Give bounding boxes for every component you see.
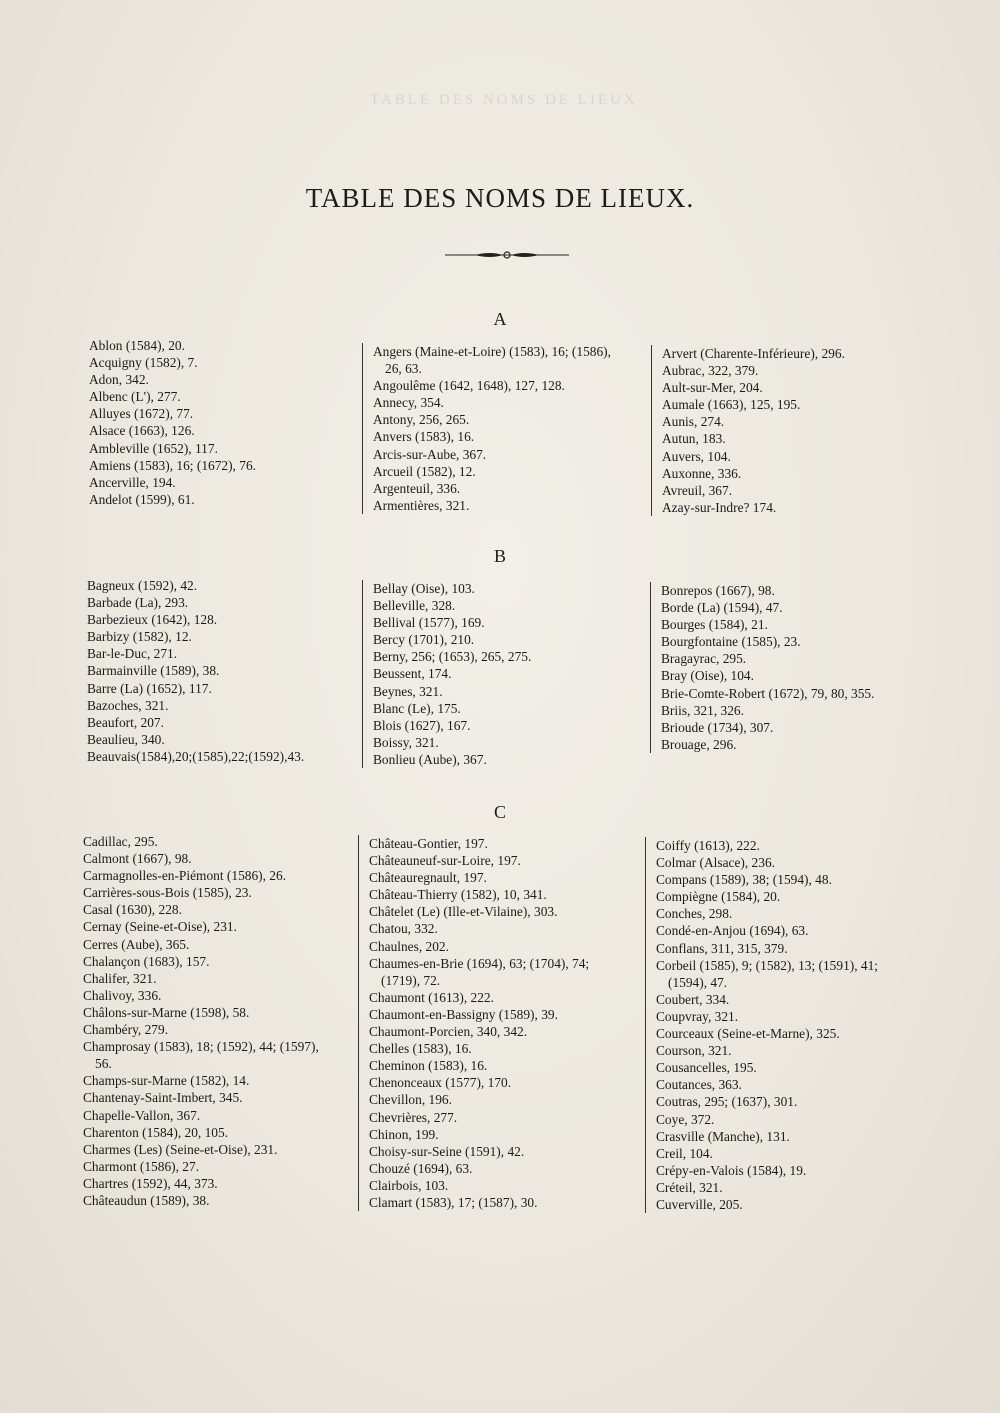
- bleed-through-header: TABLE DES NOMS DE LIEUX: [370, 92, 638, 108]
- index-entry: Bourgfontaine (1585), 23.: [661, 634, 801, 650]
- index-entry: Bazoches, 321.: [87, 697, 169, 713]
- index-entry: Coutances, 363.: [656, 1077, 742, 1093]
- index-entry: Annecy, 354.: [373, 395, 444, 411]
- index-entry: Cuverville, 205.: [656, 1196, 743, 1212]
- index-entry: Chatou, 332.: [369, 921, 438, 937]
- section-b-column-1: [87, 577, 304, 765]
- index-entry: Chambéry, 279.: [83, 1022, 169, 1038]
- index-entry: Conches, 298.: [656, 906, 733, 922]
- index-entry: Avreuil, 367.: [662, 482, 733, 498]
- index-entry: Château-Thierry (1582), 10, 341.: [369, 887, 547, 903]
- index-entry: Clamart (1583), 17; (1587), 30.: [369, 1194, 538, 1210]
- index-entry: Clairbois, 103.: [369, 1177, 449, 1193]
- index-entry: Conflans, 311, 315, 379.: [656, 940, 788, 956]
- index-entry: Chalançon (1683), 157.: [83, 953, 210, 969]
- index-entry: Coye, 372.: [656, 1111, 715, 1127]
- index-entry: (1594), 47.: [668, 974, 728, 990]
- index-entry: Angoulême (1642, 1648), 127, 128.: [373, 378, 565, 394]
- index-entry: Amiens (1583), 16; (1672), 76.: [89, 457, 256, 473]
- index-entry: Châteaudun (1589), 38.: [83, 1192, 210, 1208]
- index-entry: Charenton (1584), 20, 105.: [83, 1124, 229, 1140]
- index-entry: Bonlieu (Aube), 367.: [373, 751, 487, 767]
- index-entry: Beaufort, 207.: [87, 714, 164, 730]
- index-entry: Condé-en-Anjou (1694), 63.: [656, 923, 809, 939]
- index-entry: Chaumont (1613), 222.: [369, 989, 494, 1005]
- index-entry: Chaumont-Porcien, 340, 342.: [369, 1024, 528, 1040]
- index-entry: Bellival (1577), 169.: [373, 615, 485, 631]
- index-entry: Chevrières, 277.: [369, 1109, 458, 1125]
- index-entry: Choisy-sur-Seine (1591), 42.: [369, 1143, 525, 1159]
- index-entry: Barmainville (1589), 38.: [87, 663, 220, 679]
- index-entry: Champs-sur-Marne (1582), 14.: [83, 1073, 250, 1089]
- index-entry: Ambleville (1652), 117.: [89, 440, 218, 456]
- index-entry: Compiègne (1584), 20.: [656, 889, 781, 905]
- index-entry: Acquigny (1582), 7.: [89, 355, 198, 371]
- index-entry: Chapelle-Vallon, 367.: [83, 1107, 201, 1123]
- index-entry: Bercy (1701), 210.: [373, 632, 475, 648]
- index-entry: Bonrepos (1667), 98.: [661, 583, 775, 598]
- index-entry: Bar-le-Duc, 271.: [87, 646, 178, 662]
- index-entry: Châteauneuf-sur-Loire, 197.: [369, 853, 521, 869]
- section-a-column-2: [362, 343, 611, 514]
- index-entry: Berny, 256; (1653), 265, 275.: [373, 649, 532, 665]
- index-entry: Cousancelles, 195.: [656, 1060, 757, 1076]
- index-entry: Anvers (1583), 16.: [373, 429, 475, 445]
- index-entry: Beaulieu, 340.: [87, 731, 165, 747]
- index-entry: Ault-sur-Mer, 204.: [662, 380, 763, 396]
- index-entry: Colmar (Alsace), 236.: [656, 855, 775, 871]
- index-entry: Créteil, 321.: [656, 1179, 723, 1195]
- section-a-column-3: [651, 345, 845, 516]
- section-c-column-2: [358, 835, 589, 1211]
- index-entry: Bellay (Oise), 103.: [373, 581, 475, 596]
- section-c-column-3: [645, 837, 878, 1213]
- index-entry: Chenonceaux (1577), 170.: [369, 1075, 512, 1091]
- index-entry: Chaumes-en-Brie (1694), 63; (1704), 74;: [369, 955, 590, 971]
- index-entry: Chaulnes, 202.: [369, 938, 449, 954]
- index-entry: Angers (Maine-et-Loire) (1583), 16; (1586),: [373, 344, 611, 359]
- index-entry: Bray (Oise), 104.: [661, 668, 754, 684]
- index-entry: Coubert, 334.: [656, 991, 730, 1007]
- index-entry: Coiffy (1613), 222.: [656, 838, 760, 853]
- index-entry: Châlons-sur-Marne (1598), 58.: [83, 1004, 250, 1020]
- section-b-column-3: [650, 582, 874, 753]
- index-entry: Aunis, 274.: [662, 414, 725, 430]
- index-entry: Bourges (1584), 21.: [661, 617, 768, 633]
- index-entry: 56.: [95, 1056, 112, 1072]
- index-entry: Barre (La) (1652), 117.: [87, 680, 212, 696]
- index-entry: Courceaux (Seine-et-Marne), 325.: [656, 1026, 840, 1042]
- index-entry: Charmes (Les) (Seine-et-Oise), 231.: [83, 1141, 278, 1157]
- index-entry: Cernay (Seine-et-Oise), 231.: [83, 919, 237, 935]
- index-entry: Coupvray, 321.: [656, 1008, 739, 1024]
- index-entry: Alsace (1663), 126.: [89, 423, 195, 439]
- section-a-column-1: [89, 337, 256, 508]
- index-entry: Ancerville, 194.: [89, 474, 176, 490]
- index-entry: Chevillon, 196.: [369, 1092, 452, 1108]
- index-entry: Arcueil (1582), 12.: [373, 463, 476, 479]
- index-entry: Bragayrac, 295.: [661, 651, 747, 667]
- index-entry: Chouzé (1694), 63.: [369, 1160, 473, 1176]
- index-entry: Beynes, 321.: [373, 683, 443, 699]
- index-entry: Albenc (L'), 277.: [89, 389, 181, 405]
- index-entry: Barbizy (1582), 12.: [87, 629, 192, 645]
- index-entry: Crasville (Manche), 131.: [656, 1128, 790, 1144]
- index-entry: Blois (1627), 167.: [373, 717, 471, 733]
- section-letter-a: A: [493, 309, 507, 329]
- index-entry: Coutras, 295; (1637), 301.: [656, 1094, 798, 1110]
- index-entry: Champrosay (1583), 18; (1592), 44; (1597),: [83, 1039, 319, 1055]
- index-entry: Chalifer, 321.: [83, 970, 157, 986]
- index-entry: Château-Gontier, 197.: [369, 836, 488, 851]
- index-entry: Auvers, 104.: [662, 448, 731, 464]
- section-b-column-2: [362, 580, 531, 768]
- index-entry: Beussent, 174.: [373, 666, 452, 682]
- index-entry: Brioude (1734), 307.: [661, 719, 774, 735]
- index-entry: Belleville, 328.: [373, 598, 456, 614]
- index-entry: Alluyes (1672), 77.: [89, 406, 194, 422]
- page-title: TABLE DES NOMS DE LIEUX.: [305, 183, 695, 213]
- index-entry: Chantenay-Saint-Imbert, 345.: [83, 1090, 243, 1106]
- index-entry: Ablon (1584), 20.: [89, 338, 185, 353]
- index-entry: Borde (La) (1594), 47.: [661, 600, 783, 616]
- index-entry: Cheminon (1583), 16.: [369, 1058, 488, 1074]
- index-entry: Chartres (1592), 44, 373.: [83, 1175, 218, 1191]
- index-entry: (1719), 72.: [381, 972, 441, 988]
- index-entry: Calmont (1667), 98.: [83, 851, 192, 867]
- index-entry: Brie-Comte-Robert (1672), 79, 80, 355.: [661, 685, 875, 701]
- index-entry: Blanc (Le), 175.: [373, 700, 461, 716]
- index-entry: Châtelet (Le) (Ille-et-Vilaine), 303.: [369, 904, 558, 920]
- index-entry: Cerres (Aube), 365.: [83, 936, 190, 952]
- index-entry: Azay-sur-Indre? 174.: [662, 499, 777, 515]
- section-letter-b: B: [493, 546, 506, 566]
- index-entry: Crépy-en-Valois (1584), 19.: [656, 1162, 807, 1178]
- index-entry: Châteauregnault, 197.: [369, 870, 487, 886]
- index-entry: Boissy, 321.: [373, 734, 439, 750]
- index-entry: Aubrac, 322, 379.: [662, 363, 759, 379]
- index-entry: Brouage, 296.: [661, 736, 737, 752]
- index-entry: Bagneux (1592), 42.: [87, 578, 198, 593]
- section-c-column-1: [83, 833, 319, 1209]
- index-entry: Barbezieux (1642), 128.: [87, 612, 218, 628]
- index-entry: Carrières-sous-Bois (1585), 23.: [83, 885, 252, 901]
- index-entry: Autun, 183.: [662, 431, 726, 447]
- index-entry: Courson, 321.: [656, 1043, 732, 1059]
- index-entry: Corbeil (1585), 9; (1582), 13; (1591), 41;: [656, 957, 879, 973]
- index-entry: Adon, 342.: [89, 372, 149, 388]
- index-entry: Andelot (1599), 61.: [89, 491, 195, 507]
- ornament-divider-icon: [445, 248, 569, 262]
- index-entry: Chelles (1583), 16.: [369, 1041, 472, 1057]
- index-entry: Antony, 256, 265.: [373, 412, 470, 428]
- index-entry: Carmagnolles-en-Piémont (1586), 26.: [83, 868, 287, 884]
- index-entry: 26, 63.: [385, 361, 422, 377]
- index-entry: Beauvais(1584),20;(1585),22;(1592),43.: [87, 748, 305, 764]
- index-entry: Auxonne, 336.: [662, 465, 742, 481]
- index-entry: Casal (1630), 228.: [83, 902, 182, 918]
- index-entry: Argenteuil, 336.: [373, 480, 461, 496]
- index-entry: Compans (1589), 38; (1594), 48.: [656, 872, 832, 888]
- index-entry: Arcis-sur-Aube, 367.: [373, 446, 487, 462]
- index-entry: Aumale (1663), 125, 195.: [662, 397, 801, 413]
- index-entry: Charmont (1586), 27.: [83, 1158, 200, 1174]
- index-entry: Barbade (La), 293.: [87, 595, 189, 611]
- index-entry: Briis, 321, 326.: [661, 702, 744, 718]
- index-entry: Cadillac, 295.: [83, 834, 158, 849]
- section-letter-c: C: [493, 802, 506, 822]
- index-entry: Chalivoy, 336.: [83, 987, 162, 1003]
- index-entry: Creil, 104.: [656, 1145, 713, 1161]
- index-entry: Arvert (Charente-Inférieure), 296.: [662, 346, 845, 361]
- index-entry: Armentières, 321.: [373, 497, 470, 513]
- index-entry: Chaumont-en-Bassigny (1589), 39.: [369, 1006, 558, 1022]
- index-entry: Chinon, 199.: [369, 1126, 439, 1142]
